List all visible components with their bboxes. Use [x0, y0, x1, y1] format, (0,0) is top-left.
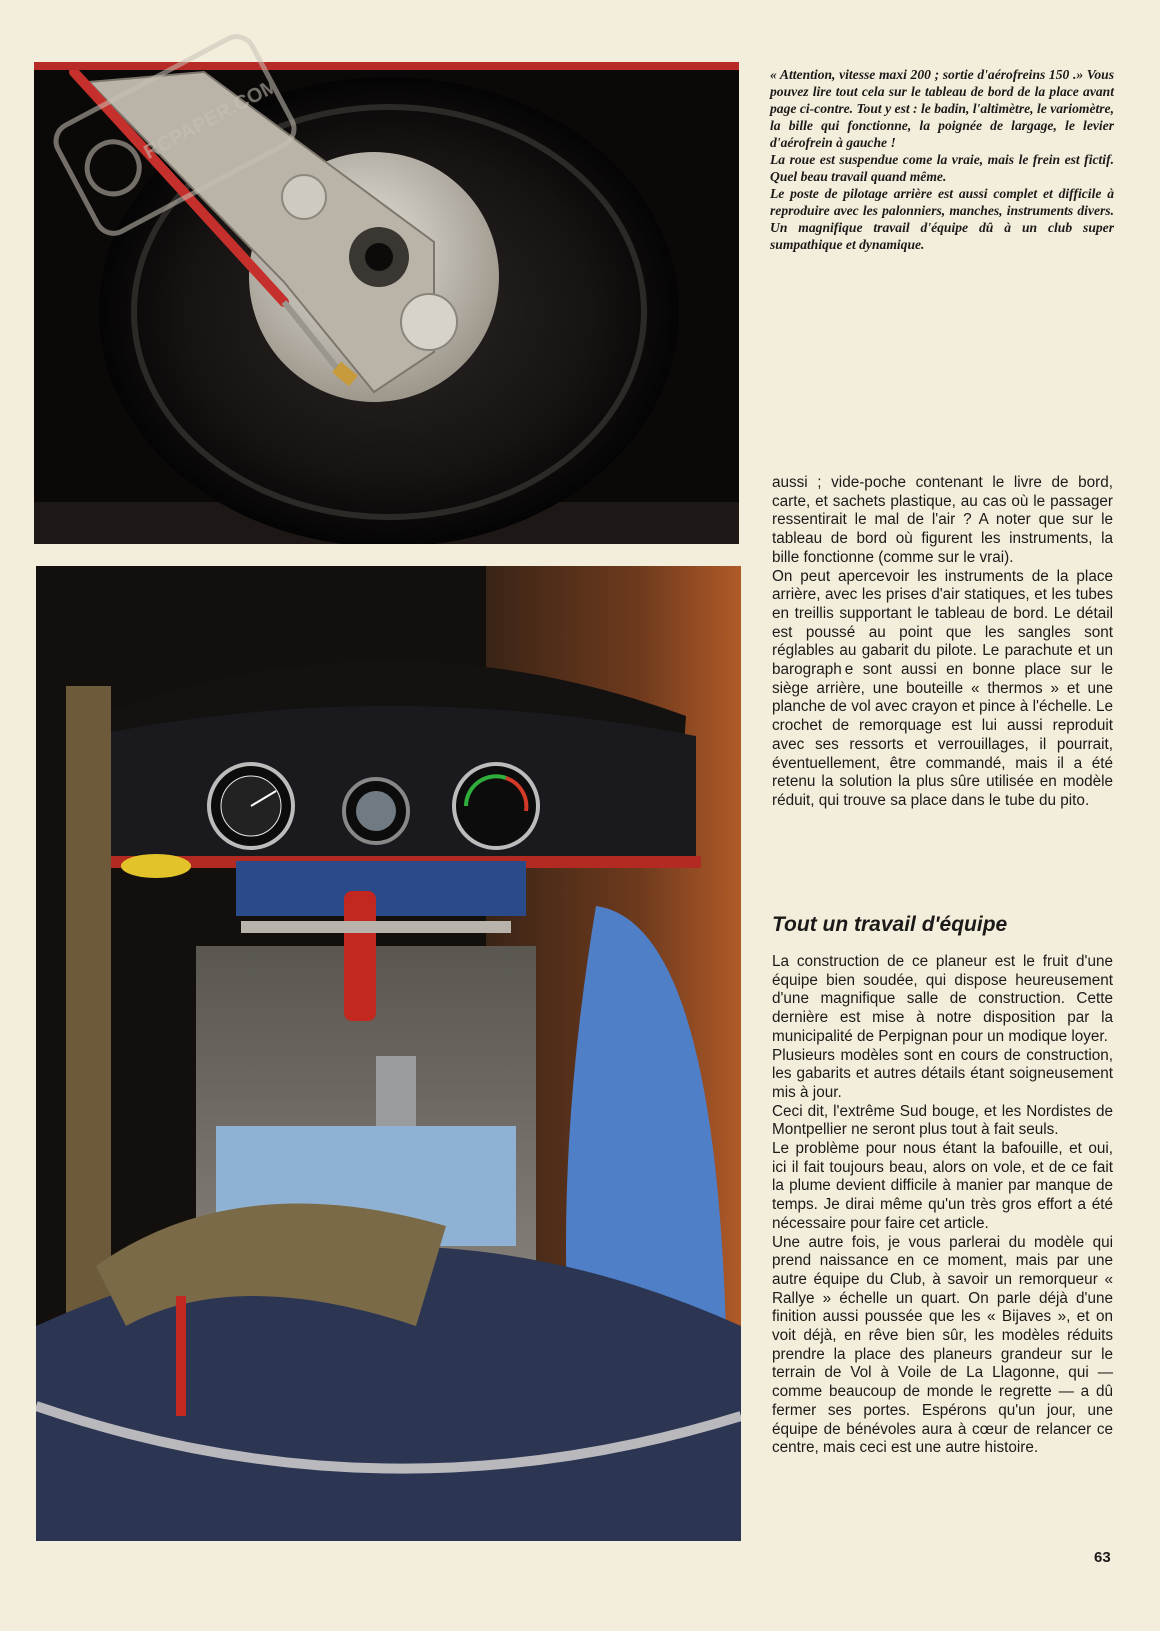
watermark-text: RCPAPER.COM: [140, 74, 282, 164]
article-column-top: [772, 474, 1113, 811]
section-heading: Tout un travail d'équipe: [772, 913, 1008, 936]
article-paragraph: Plusieurs modèles sont en cours de construction, les gabarits et autres détails étant soigneusement mis à jour.: [772, 1046, 1113, 1101]
article-paragraph: aussi ; vide-poche contenant le livre de bord, carte, et sachets plastique, au cas où le passager ressentirait le mal de l'air ? A noter que sur le tableau de bord où figurent les instruments, la bille fonctionne (comme sur le vrai).: [772, 474, 1113, 566]
article-column-bottom: [772, 953, 1113, 1458]
page-number: 63: [1094, 1549, 1111, 1566]
caption-paragraph: « Attention, vitesse maxi 200 ; sortie d'aérofreins 150 .» Vous pouvez lire tout cela sur le tableau de bord de la place avant page ci-contre. Tout y est : le badin, l'altimètre, le variomètre, la bille qui fonctionne, la poignée de largage, le levier d'aérofrein à gauche !: [770, 67, 1114, 150]
article-paragraph: Une autre fois, je vous parlerai du modèle qui prend naissance en ce moment, mais par une autre équipe du Club, à savoir un remorqueur « Rallye » échelle un quart. On parle déjà d'une finition aussi poussée que les « Bijaves », et on voit déjà, en rêve bien sûr, les modèles réduits prendre la place des planeurs grandeur sur le terrain de Vol à Voile de La Llagonne, qui — comme beaucoup de monde le regrette — a dû fermer ses portes. Espérons qu'un jour, une équipe de bénévoles aura à cœur de relancer ce centre, mais ceci est une autre histoire.: [772, 1233, 1113, 1457]
caption-paragraph: Le poste de pilotage arrière est aussi complet et difficile à reproduire avec les palonniers, manches, instruments divers. Un magnifique travail d'équipe dû à un club super sumpathique et dynamique.: [770, 186, 1114, 252]
rear-cockpit-illustration: [36, 566, 741, 1541]
article-paragraph: Le problème pour nous étant la bafouille, et oui, ici il fait toujours beau, alors on vole, et de ce fait la plume devient difficile à manier par manque de temps. Je dirai même qu'un très gros effort a été nécessaire pour faire cet article.: [772, 1140, 1113, 1232]
article-paragraph: Ceci dit, l'extrême Sud bouge, et les Nordistes de Montpellier ne seront plus tout à fait seuls.: [772, 1102, 1113, 1139]
caption-paragraph: La roue est suspendue come la vraie, mais le frein est fictif. Quel beau travail quand même.: [770, 152, 1114, 184]
photo-rear-cockpit: [36, 566, 741, 1541]
photo-caption: [770, 66, 1114, 253]
article-paragraph: On peut apercevoir les instruments de la place arrière, avec les prises d'air statiques, et les tubes en treillis supportant le tableau de bord. Le détail est poussé au point que les sangles sont réglables au gabarit du pilote. Le parachute et un barograph e sont aussi en bonne place sur le siège arrière, une bouteille « thermos » et une planche de vol avec crayon et pince à l'échelle. Le crochet de remorquage est lui aussi reproduit avec ses ressorts et verrouillages, il pourrait, éventuellement, être commandé, mais il a été retenu la solution la plus sûre utilisée en modèle réduit, qui trouve sa place dans le tube du pito.: [772, 567, 1113, 809]
article-paragraph: La construction de ce planeur est le fruit d'une équipe bien soudée, qui dispose heureusement d'une magnifique salle de construction. Cette dernière est mise à notre disposition par la municipalité de Perpignan pour un modique loyer.: [772, 953, 1113, 1045]
